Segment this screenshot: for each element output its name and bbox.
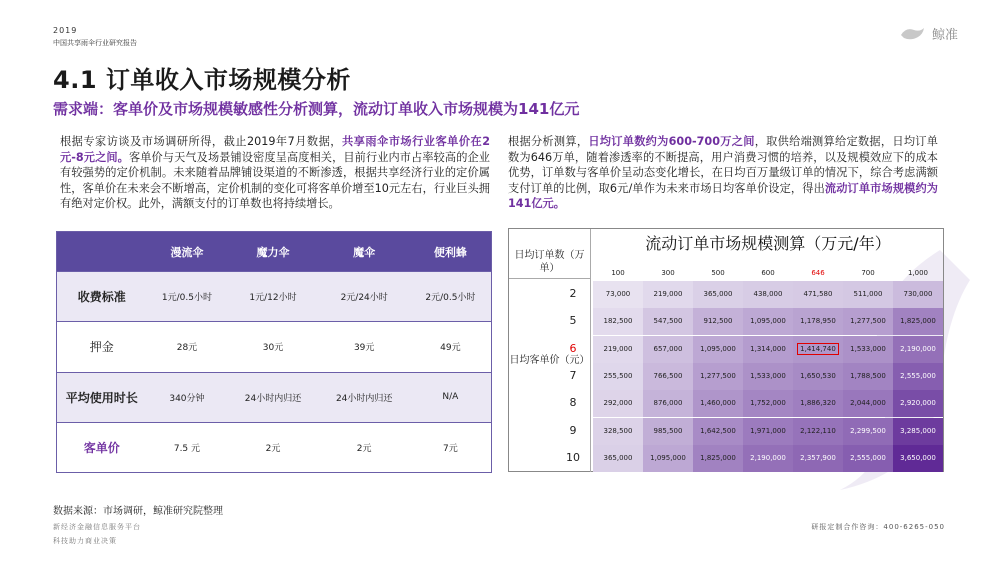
matrix-cell: 2,357,900 — [793, 445, 843, 472]
table-cell: 49元 — [410, 322, 492, 372]
matrix-cell: 73,000 — [593, 281, 643, 308]
matrix-row-label: 7 — [569, 368, 577, 382]
matrix-cell: 1,095,000 — [643, 445, 693, 472]
market-size-matrix — [508, 228, 944, 472]
matrix-cell: 2,190,000 — [893, 336, 943, 363]
matrix-cell: 471,580 — [793, 281, 843, 308]
table-cell: 2元 — [227, 422, 318, 472]
matrix-cell: 328,500 — [593, 418, 643, 445]
matrix-column-label: 300 — [661, 269, 675, 277]
table-row — [57, 272, 492, 322]
matrix-cell: 1,971,000 — [743, 418, 793, 445]
matrix-cell: 1,314,000 — [743, 336, 793, 363]
matrix-cell: 1,095,000 — [693, 336, 743, 363]
matrix-cell: 2,190,000 — [743, 445, 793, 472]
matrix-cell: 255,500 — [593, 363, 643, 390]
table-cell: 30元 — [227, 322, 318, 372]
matrix-cell: 730,000 — [893, 281, 943, 308]
matrix-column-label: 700 — [861, 269, 875, 277]
page-title: 4.1 订单收入市场规模分析 — [53, 66, 351, 94]
matrix-cell: 912,500 — [693, 308, 743, 335]
matrix-cell: 219,000 — [643, 281, 693, 308]
page-subtitle: 需求端：客单价及市场规模敏感性分析测算，流动订单收入市场规模为141亿元 — [53, 100, 580, 118]
matrix-cell: 365,000 — [593, 445, 643, 472]
matrix-cell: 547,500 — [643, 308, 693, 335]
matrix-row-label: 5 — [569, 314, 577, 328]
table-cell: 2元/24小时 — [319, 272, 410, 322]
footer-tagline: 科技助力商业决策 — [53, 537, 117, 545]
table-cell: 24小时内归还 — [227, 372, 318, 422]
table-cell: 7.5 元 — [147, 422, 228, 472]
table-row — [57, 372, 492, 422]
brand-header: 便利蜂 — [410, 232, 492, 272]
matrix-y-axis-label: 日均客单价（元） — [509, 279, 591, 472]
matrix-cell: 1,277,500 — [843, 308, 893, 335]
matrix-cell: 438,000 — [743, 281, 793, 308]
matrix-row-label: 9 — [569, 423, 577, 437]
matrix-cell: 876,000 — [643, 390, 693, 417]
table-cell: N/A — [410, 372, 492, 422]
matrix-cell: 1,825,000 — [893, 308, 943, 335]
matrix-cell: 1,178,950 — [793, 308, 843, 335]
matrix-x-axis-label: 日均订单数（万单） — [509, 229, 591, 279]
matrix-cell: 1,650,530 — [793, 363, 843, 390]
matrix-cell: 985,500 — [643, 418, 693, 445]
matrix-cell: 1,825,000 — [693, 445, 743, 472]
matrix-cell: 219,000 — [593, 336, 643, 363]
matrix-cell: 182,500 — [593, 308, 643, 335]
matrix-cell: 3,650,000 — [893, 445, 943, 472]
table-cell: 2元 — [319, 422, 410, 472]
left-paragraph: 根据专家访谈及市场调研所得，截止2019年7月数据，共享雨伞市场行业客单价在2元-8元之间。客单价与天气及场景铺设密度呈高度相关，目前行业内市占率较高的企业有较强势的定价机制。未来随着品牌铺设渠道的不断渗透，根据共享经济行业的定价属性，客单价在未来会不断增高，定价机制的变化可将客单价增至10元左右，行业巨头拥有绝对定价权。此外，满额支付的订单数也将持续增长。 — [60, 135, 490, 210]
brand-logo — [900, 24, 958, 43]
matrix-cell: 1,886,320 — [793, 390, 843, 417]
table-cell: 39元 — [319, 322, 410, 372]
table-cell: 2元/0.5小时 — [410, 272, 492, 322]
matrix-column-label: 646 — [811, 269, 825, 277]
row-label: 收费标准 — [57, 272, 147, 322]
matrix-cell: 2,555,000 — [893, 363, 943, 390]
comparison-table — [56, 231, 492, 473]
table-cell: 340分钟 — [147, 372, 228, 422]
table-row — [57, 322, 492, 372]
matrix-row-label: 10 — [566, 450, 580, 464]
brand-header: 魔力伞 — [227, 232, 318, 272]
brand-name: 鲸准 — [931, 28, 958, 43]
matrix-column-label: 500 — [711, 269, 725, 277]
matrix-column-label: 1,000 — [907, 269, 929, 277]
matrix-column-label: 600 — [761, 269, 775, 277]
matrix-cell: 2,299,500 — [843, 418, 893, 445]
footer-tagline: 新经济金融信息服务平台 — [53, 523, 141, 531]
matrix-row-label: 8 — [569, 396, 577, 410]
table-cell: 1元/0.5小时 — [147, 272, 228, 322]
matrix-cell: 2,044,000 — [843, 390, 893, 417]
table-cell: 7元 — [410, 422, 492, 472]
matrix-cell: 2,920,000 — [893, 390, 943, 417]
report-name: 中国共享雨伞行业研究报告 — [53, 39, 137, 47]
matrix-cell: 657,000 — [643, 336, 693, 363]
matrix-title: 流动订单市场规模测算（万元/年） — [645, 234, 891, 253]
matrix-cell: 1,277,500 — [693, 363, 743, 390]
brand-header: 魔伞 — [319, 232, 410, 272]
matrix-cell: 1,095,000 — [743, 308, 793, 335]
matrix-cell: 766,500 — [643, 363, 693, 390]
matrix-cell: 3,285,000 — [893, 418, 943, 445]
matrix-cell: 1,533,000 — [843, 336, 893, 363]
matrix-cell: 1,752,000 — [743, 390, 793, 417]
table-row — [57, 422, 492, 472]
data-source: 数据来源：市场调研，鲸准研究院整理 — [53, 506, 223, 517]
report-year: 2019 — [53, 26, 78, 35]
table-cell: 28元 — [147, 322, 228, 372]
matrix-cell: 1,788,500 — [843, 363, 893, 390]
matrix-column-label: 100 — [611, 269, 625, 277]
table-header-row — [57, 232, 492, 272]
matrix-cell: 1,642,500 — [693, 418, 743, 445]
matrix-cell: 1,414,740 — [793, 336, 843, 363]
matrix-cell: 511,000 — [843, 281, 893, 308]
matrix-row-label: 6 — [569, 341, 577, 355]
table-cell: 1元/12小时 — [227, 272, 318, 322]
row-label: 押金 — [57, 322, 147, 372]
footer-contact: 研报定制合作咨询：400-6265-050 — [811, 523, 945, 531]
right-paragraph: 根据分析测算，日均订单数约为600-700万之间，取供给端测算给定数据，日均订单数为646万单，随着渗透率的不断提高，用户消费习惯的培养，以及规模效应下的成本优势，订单数与客单价呈动态变化增长，在日均百万量级订单的情况下，综合考虑满额支付订单的比例，取6元/单作为未来市场日均客单价设定，得出流动订单市场规模约为141亿元。 — [508, 135, 938, 210]
matrix-cell: 365,000 — [693, 281, 743, 308]
matrix-cell: 292,000 — [593, 390, 643, 417]
table-corner — [57, 232, 147, 272]
whale-icon — [900, 25, 926, 43]
matrix-cell: 2,122,110 — [793, 418, 843, 445]
matrix-cell: 2,555,000 — [843, 445, 893, 472]
row-label: 平均使用时长 — [57, 372, 147, 422]
table-cell: 24小时内归还 — [319, 372, 410, 422]
row-label: 客单价 — [57, 422, 147, 472]
matrix-cell: 1,460,000 — [693, 390, 743, 417]
matrix-cell: 1,533,000 — [743, 363, 793, 390]
matrix-row-label: 2 — [569, 287, 577, 300]
brand-header: 漫流伞 — [147, 232, 228, 272]
